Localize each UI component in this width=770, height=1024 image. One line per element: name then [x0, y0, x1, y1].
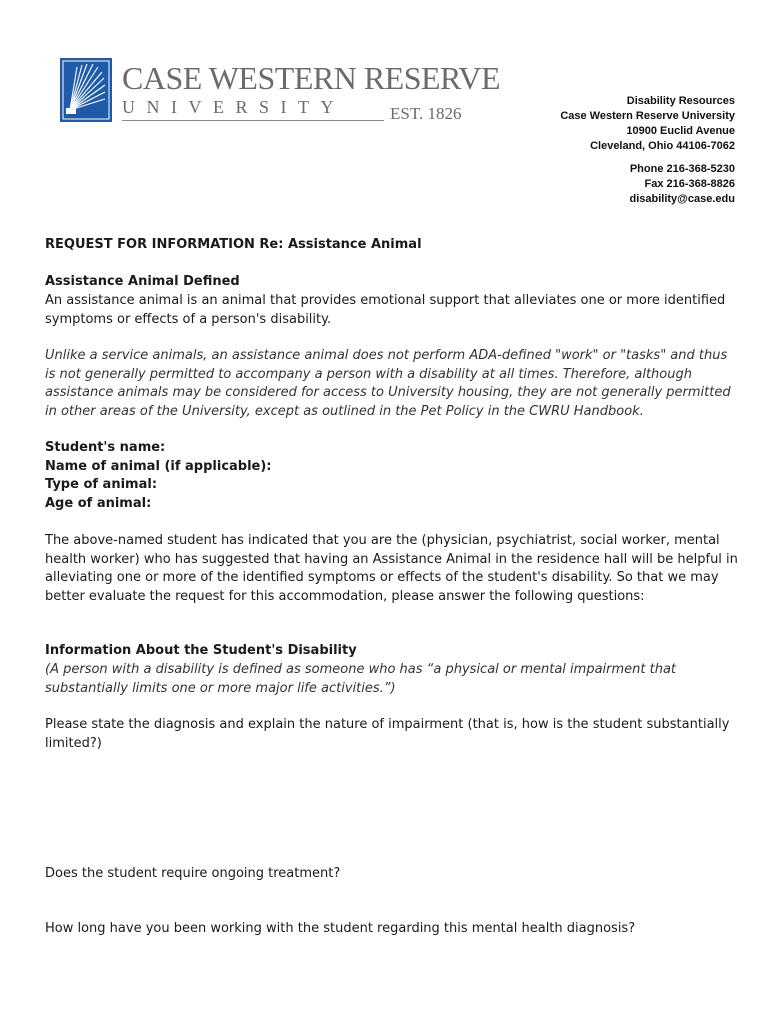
section-heading-disability: Information About the Student's Disability [45, 643, 357, 658]
email-address[interactable]: disability@case.edu [629, 193, 735, 205]
address-line: Case Western Reserve University [560, 110, 735, 122]
address-line: Disability Resources [626, 95, 735, 107]
logo-emblem-icon [60, 58, 112, 122]
logo-subtitle: UNIVERSITY [122, 97, 345, 117]
service-animal-note: Unlike a service animals, an assistance animal does not perform ADA-defined "work" or "tasks" and thus is not generally permitted to accompany a person with a disability at all times. Therefore, although assistance animals may be considered for access to University housing, they are not generally permitted in other areas of the University, except as outlined in the Pet Policy in the CWRU Handbook. [45, 348, 731, 419]
address-line: Cleveland, Ohio 44106-7062 [590, 140, 735, 152]
field-animal-age: Age of animal: [45, 495, 152, 511]
question-ongoing-treatment: Does the student require ongoing treatment? [45, 866, 341, 881]
question-diagnosis: Please state the diagnosis and explain the nature of impairment (that is, how is the student substantially limited?) [45, 717, 730, 751]
field-animal-name: Name of animal (if applicable): [45, 458, 272, 474]
logo-rule [122, 120, 384, 121]
disability-definition: (A person with a disability is defined as someone who has “a physical or mental impairment that substantially limits one or more major life activities.”) [45, 662, 677, 696]
logo-wordmark: CASE WESTERN RESERVE [122, 60, 500, 96]
request-paragraph: The above-named student has indicated that you are the (physician, psychiatrist, social worker, mental health worker) who has suggested that having an Assistance Animal in the residence hall will be helpful in alleviating one or more of the identified symptoms or effects of the student's disability. So that we may better evaluate the request for this accommodation, please answer the following questions: [45, 533, 738, 604]
field-student-name: Student's name: [45, 440, 166, 455]
definition-paragraph: An assistance animal is an animal that provides emotional support that alleviates one or more identified symptoms or effects of a person's disability. [45, 293, 726, 327]
fax-number: Fax 216-368-8826 [644, 178, 735, 190]
address-line: 10900 Euclid Avenue [626, 125, 735, 137]
question-duration: How long have you been working with the student regarding this mental health diagnosis? [45, 921, 636, 936]
office-address [560, 94, 735, 207]
logo-established: EST. 1826 [390, 104, 462, 123]
student-fields [45, 439, 740, 513]
document-title: REQUEST FOR INFORMATION Re: Assistance Animal [45, 237, 422, 252]
phone-number: Phone 216-368-5230 [629, 163, 735, 175]
address-gap [560, 154, 735, 162]
university-logo [60, 56, 500, 126]
section-heading-defined: Assistance Animal Defined [45, 274, 240, 289]
field-animal-type: Type of animal: [45, 477, 158, 492]
